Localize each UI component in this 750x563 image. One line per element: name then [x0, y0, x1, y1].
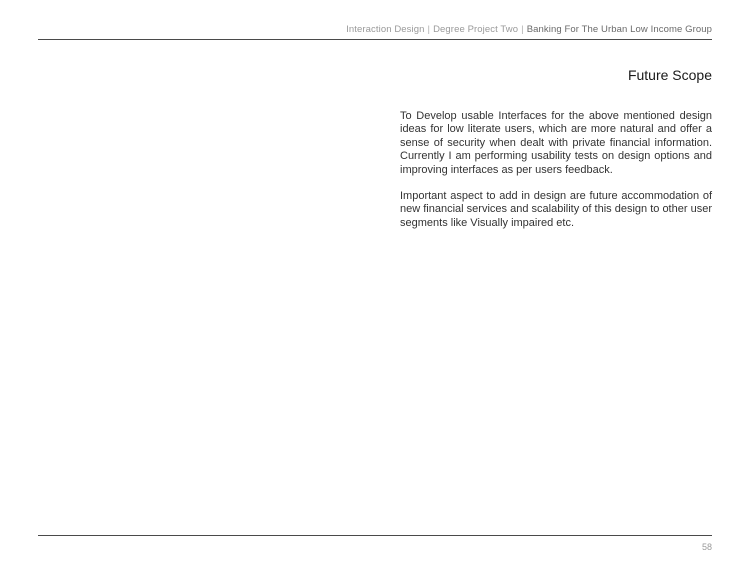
header-separator: | — [427, 24, 431, 35]
page-number: 58 — [701, 542, 712, 552]
header-separator-2: | — [521, 24, 524, 35]
body-text — [400, 110, 712, 243]
footer-divider — [38, 535, 712, 536]
header-divider — [38, 39, 712, 40]
page-title: Future Scope — [627, 67, 712, 83]
header-project: Degree Project Two — [433, 24, 519, 35]
paragraph-1: To Develop usable Interfaces for the above mentioned design ideas for low literate users, which are more natural and offer a sense of security when dealt with private financial information. Currently I am performing usability tests on design options and improving interfaces as per users feedback. — [400, 110, 712, 176]
running-header — [38, 24, 712, 35]
paragraph-2: Important aspect to add in design are future accommodation of new financial services and scalability of this design to other user segments like Visually impaired etc. — [400, 190, 712, 229]
header-chapter: Banking For The Urban Low Income Group — [526, 24, 712, 35]
header-section: Interaction Design — [346, 24, 425, 35]
